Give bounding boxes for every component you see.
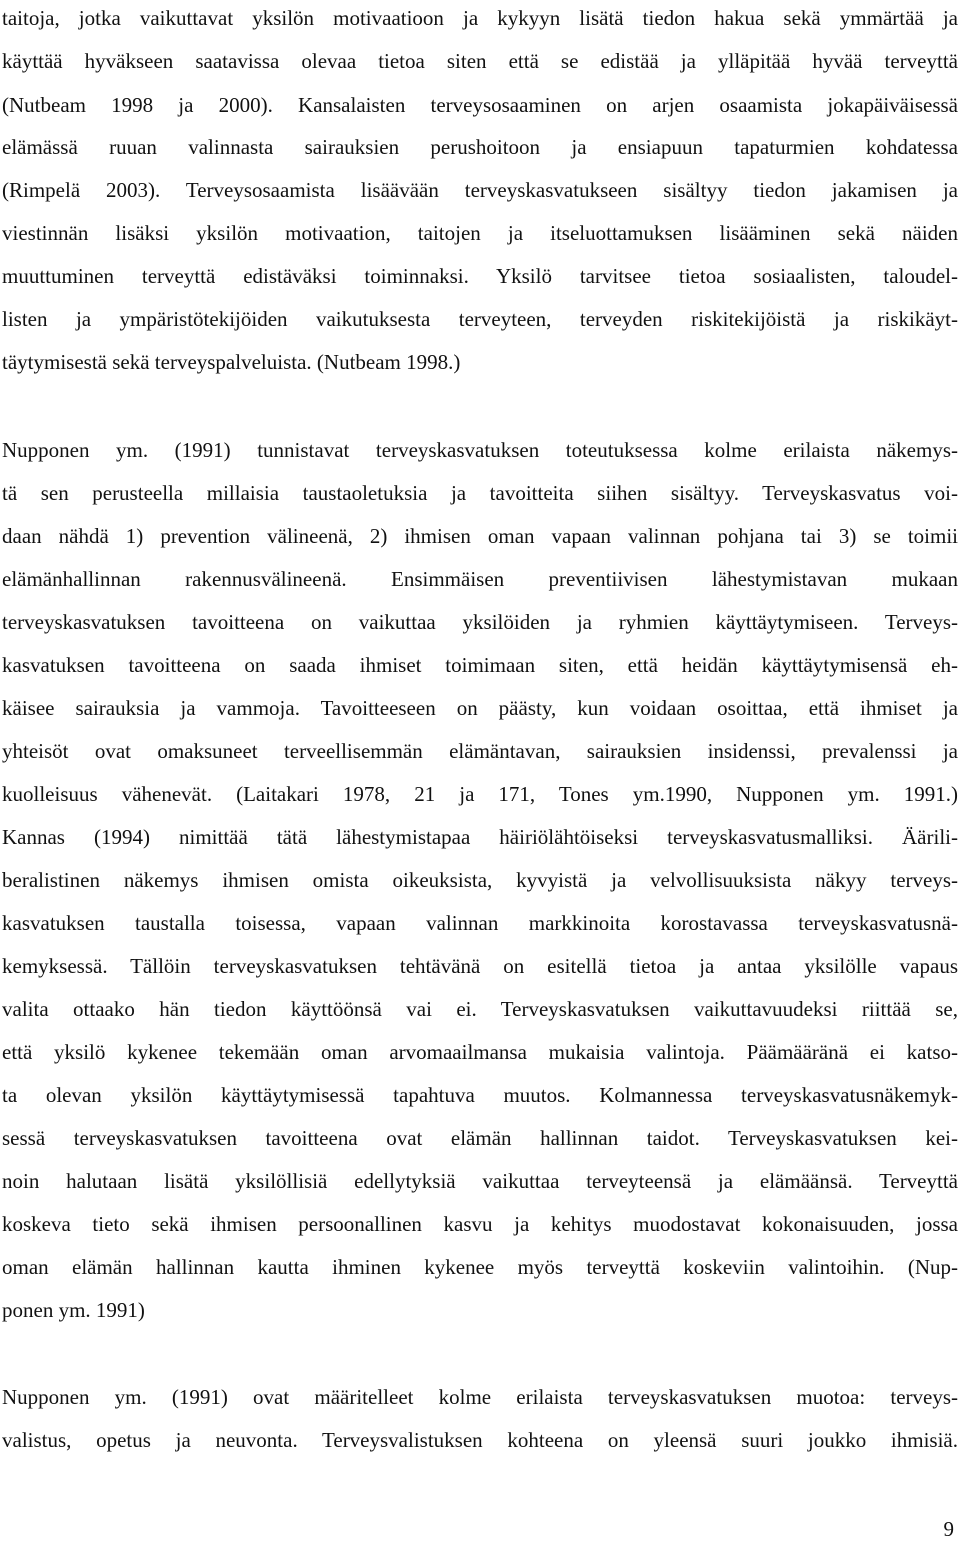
text-line: ta olevan yksilön käyttäytymisessä tapahtuva muutos. Kolmannessa terveyskasvatusnäkemyk- [2, 1083, 958, 1107]
text-line: viestinnän lisäksi yksilön motivaation, taitojen ja itseluottamuksen lisääminen sekä näiden [2, 221, 958, 245]
text-line: että yksilö kykenee tekemään oman arvomaailmansa mukaisia valintoja. Päämääränä ei katso- [2, 1040, 958, 1064]
text-line: muuttuminen terveyttä edistäväksi toiminnaksi. Yksilö tarvitsee tietoa sosiaalisten, taloudel- [2, 264, 958, 288]
text-line: kemyksessä. Tällöin terveyskasvatuksen tehtävänä on esitellä tietoa ja antaa yksilölle vapaus [2, 954, 958, 978]
text-line: kasvatuksen taustalla toisessa, vapaan valinnan markkinoita korostavassa terveyskasvatusnä- [2, 911, 958, 935]
text-line: Nupponen ym. (1991) tunnistavat terveyskasvatuksen toteutuksessa kolme erilaista näkemys- [2, 438, 958, 462]
text-line: käyttää hyväkseen saatavissa olevaa tietoa siten että se edistää ja ylläpitää hyvää terveyttä [2, 49, 958, 73]
text-line: kasvatuksen tavoitteena on saada ihmiset toimimaan siten, että heidän käyttäytymisensä eh- [2, 653, 958, 677]
text-line: tä sen perusteella millaisia taustaoletuksia ja tavoitteita siihen sisältyy. Terveyskasvatus voi- [2, 481, 958, 505]
text-line: oman elämän hallinnan kautta ihminen kykenee myös terveyttä koskeviin valintoihin. (Nup- [2, 1255, 958, 1279]
page-number: 9 [943, 1517, 954, 1541]
text-line: (Nutbeam 1998 ja 2000). Kansalaisten terveysosaaminen on arjen osaamista jokapäiväisessä [2, 93, 958, 117]
text-line: kuolleisuus vähenevät. (Laitakari 1978, 21 ja 171, Tones ym.1990, Nupponen ym. 1991.) [2, 782, 958, 806]
text-line: (Rimpelä 2003). Terveysosaamista lisäävään terveyskasvatukseen sisältyy tiedon jakamisen ja [2, 178, 958, 202]
text-line: beralistinen näkemys ihmisen omista oikeuksista, kyvyistä ja velvollisuuksista näkyy terveys- [2, 868, 958, 892]
text-line: valita ottaako hän tiedon käyttöönsä vai ei. Terveyskasvatuksen vaikuttavuudeksi riittää se, [2, 997, 958, 1021]
text-line: käisee sairauksia ja vammoja. Tavoitteeseen on päästy, kun voidaan osoittaa, että ihmiset ja [2, 696, 958, 720]
text-line: elämänhallinnan rakennusvälineenä. Ensimmäisen preventiivisen lähestymistavan mukaan [2, 567, 958, 591]
text-line: sessä terveyskasvatuksen tavoitteena ovat elämän hallinnan taidot. Terveyskasvatuksen kei- [2, 1126, 958, 1150]
text-line: daan nähdä 1) prevention välineenä, 2) ihmisen oman vapaan valinnan pohjana tai 3) se toimii [2, 524, 958, 548]
text-line: ponen ym. 1991) [2, 1298, 145, 1322]
text-line: Nupponen ym. (1991) ovat määritelleet kolme erilaista terveyskasvatuksen muotoa: terveys- [2, 1385, 958, 1409]
text-line: terveyskasvatuksen tavoitteena on vaikuttaa yksilöiden ja ryhmien käyttäytymiseen. Terveys- [2, 610, 958, 634]
text-line: täytymisestä sekä terveyspalveluista. (Nutbeam 1998.) [2, 350, 461, 374]
text-line: listen ja ympäristötekijöiden vaikutuksesta terveyteen, terveyden riskitekijöistä ja riskikäyt- [2, 307, 958, 331]
text-line: elämässä ruuan valinnasta sairauksien perushoitoon ja ensiapuun tapaturmien kohdatessa [2, 135, 958, 159]
text-line: koskeva tieto sekä ihmisen persoonallinen kasvu ja kehitys muodostavat kokonaisuuden, jossa [2, 1212, 958, 1236]
text-line: taitoja, jotka vaikuttavat yksilön motivaatioon ja kykyyn lisätä tiedon hakua sekä ymmärtää ja [2, 6, 958, 30]
text-line: valistus, opetus ja neuvonta. Terveysvalistuksen kohteena on yleensä suuri joukko ihmisiä. [2, 1428, 958, 1452]
text-line: yhteisöt ovat omaksuneet terveellisemmän elämäntavan, sairauksien insidenssi, prevalenssi ja [2, 739, 958, 763]
text-line: Kannas (1994) nimittää tätä lähestymistapaa häiriölähtöiseksi terveyskasvatusmalliksi. Äärili- [2, 825, 958, 849]
text-line: noin halutaan lisätä yksilöllisiä edellytyksiä vaikuttaa terveyteensä ja elämäänsä. Terveyttä [2, 1169, 958, 1193]
